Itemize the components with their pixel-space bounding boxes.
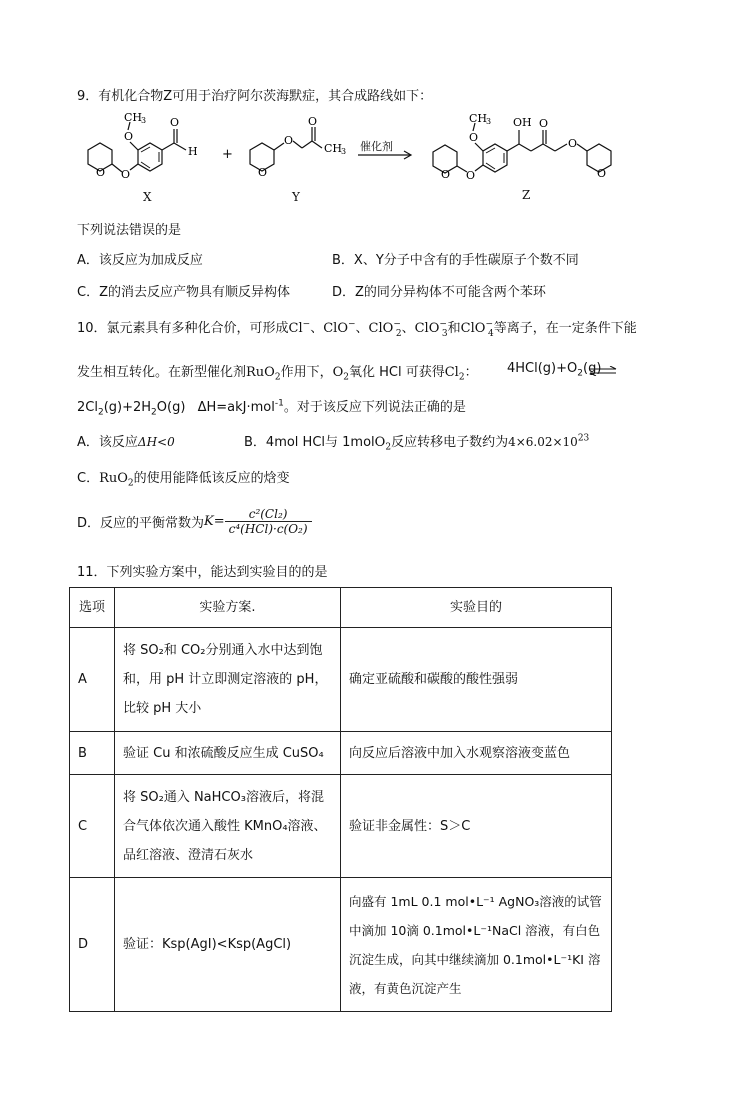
ion-clo4: ClO−$_4$ — [460, 319, 494, 339]
table-row — [70, 628, 612, 732]
row-plan: 将 SO₂和 CO₂分别通入水中达到饱和，用 pH 计立即测定溶液的 pH，比较 pH 大小 — [115, 628, 341, 732]
q9-option-a: A．该反应为加成反应 — [77, 253, 203, 268]
row-plan: 将 SO₂通入 NaHCO₃溶液后，将混合气体依次通入酸性 KMnO₄溶液、品红溶液、澄清石灰水 — [115, 775, 341, 878]
q9-prompt: 下列说法错误的是 — [77, 223, 182, 238]
table-header-row — [70, 588, 612, 628]
ion-cl: Cl− — [288, 319, 311, 336]
q11-stem: 11．下列实验方案中，能达到实验目的的是 — [77, 565, 328, 580]
molecule-x-structure — [70, 112, 220, 202]
header-plan: 实验方案. — [115, 588, 341, 628]
molecule-z — [425, 112, 640, 206]
molecule-z-structure — [425, 112, 640, 202]
svg-text:3: 3 — [486, 117, 492, 126]
header-goal: 实验目的 — [341, 588, 612, 628]
q10-option-c: C．RuO$_2$的使用能降低该反应的焓变 — [77, 471, 290, 489]
equilibrium-arrow — [588, 366, 618, 376]
o2-formula: $O_2$ — [332, 365, 349, 383]
svg-text:O: O — [441, 168, 451, 181]
table-row — [70, 878, 612, 1012]
svg-text:O: O — [124, 130, 134, 143]
svg-text:O: O — [466, 169, 476, 182]
svg-text:O: O — [597, 167, 607, 180]
row-option: B — [70, 732, 115, 775]
row-option: A — [70, 628, 115, 732]
label-x: X — [143, 190, 152, 204]
label-z: Z — [522, 188, 531, 202]
ion-clo2: ClO−$_2$ — [368, 319, 402, 339]
row-option: C — [70, 775, 115, 878]
row-plan: 验证 Cu 和浓硫酸反应生成 CuSO₄ — [115, 732, 341, 775]
cl2-formula: $Cl_2$ — [444, 365, 465, 383]
q10-line1: 10．氯元素具有多种化合价，可形成Cl−、ClO−、ClO−$_2$、ClO−$_3$和ClO−$_4$等离子，在一定条件下能 — [77, 319, 637, 339]
row-option: D — [70, 878, 115, 1012]
ruo2-formula: RuO$_2$ — [246, 365, 281, 383]
label-y: Y — [292, 190, 300, 204]
svg-text:O: O — [568, 137, 578, 150]
molecule-y-structure — [242, 112, 362, 202]
catalyst-label: 催化剂 — [360, 140, 393, 153]
experiment-table — [69, 587, 612, 1012]
q10-option-a: A．该反应ΔH<0 — [77, 435, 175, 450]
svg-text:CH: CH — [469, 112, 488, 125]
svg-text:O: O — [96, 166, 106, 179]
svg-text:O: O — [469, 131, 479, 144]
svg-text:OH: OH — [513, 116, 532, 129]
svg-text:CH: CH — [324, 142, 343, 155]
svg-text:H: H — [188, 145, 198, 158]
svg-text:3: 3 — [141, 116, 147, 125]
row-goal: 向反应后溶液中加入水观察溶液变蓝色 — [341, 732, 612, 775]
svg-text:O: O — [170, 116, 180, 129]
q10-stem-b: 等离子，在一定条件下能 — [493, 321, 637, 336]
q9-option-b: B．X、Y分子中含有的手性碳原子个数不同 — [332, 253, 579, 268]
equilibrium-constant-fraction: $\frac{\text{c²(Cl₂)}}{\text{c⁴(HCl)·c(O₂)}}$ — [225, 507, 312, 536]
ion-clo3: ClO−$_3$ — [414, 319, 448, 339]
q10-line3: $2Cl_2(g)+2H_2O(g)$ ΔH=akJ·mol$^{-1}$。对于该反应下列说法正确的是 — [77, 398, 466, 418]
q10-stem-a: 10．氯元素具有多种化合价，可形成 — [77, 321, 289, 336]
q10-option-b: B．4mol HCl与 1molO$_2$反应转移电子数约为$4\times 6.02\times 10^{23}$ — [244, 433, 590, 453]
svg-text:O: O — [539, 117, 549, 130]
plus-sign: + — [222, 147, 233, 162]
molecule-y — [242, 112, 362, 206]
svg-text:O: O — [308, 115, 318, 128]
equation-left: $4HCl(g)+O_2(g)$ — [507, 361, 602, 379]
row-goal: 验证非金属性：S＞C — [341, 775, 612, 878]
reaction-arrow — [358, 150, 414, 160]
svg-text:O: O — [284, 134, 294, 147]
row-goal: 向盛有 1mL 0.1 mol•L⁻¹ AgNO₃溶液的试管中滴加 10滴 0.1mol•L⁻¹NaCl 溶液，有白色沉淀生成，向其中继续滴加 0.1mol•L⁻¹KI 溶液，有黄色沉淀产生 — [341, 878, 612, 1012]
q10-option-d: D．反应的平衡常数为K= $\frac{\text{c²(Cl₂)}}{\text{c⁴(HCl)·c(O₂)}}$ — [77, 507, 312, 536]
row-goal: 确定亚硫酸和碳酸的酸性强弱 — [341, 628, 612, 732]
row-plan: 验证：Ksp(AgI)<Ksp(AgCl) — [115, 878, 341, 1012]
header-option: 选项 — [70, 588, 115, 628]
delta-h: ΔH=akJ·mol$^{-1}$ — [197, 398, 284, 415]
ion-clo: ClO− — [323, 319, 356, 336]
svg-text:O: O — [258, 166, 268, 179]
table-row — [70, 732, 612, 775]
q10-line2: 发生相互转化。在新型催化剂RuO$_2$作用下，$O_2$氧化 HCl 可获得$Cl_2$： — [77, 365, 478, 383]
q9-option-d: D．Z的同分异构体不可能含两个苯环 — [332, 285, 546, 300]
table-row — [70, 775, 612, 878]
svg-text:CH: CH — [124, 111, 143, 124]
q9-option-c: C．Z的消去反应产物具有顺反异构体 — [77, 285, 290, 300]
svg-text:O: O — [121, 168, 131, 181]
svg-text:3: 3 — [341, 147, 347, 156]
q9-stem: 9．有机化合物Z可用于治疗阿尔茨海默症，其合成路线如下： — [77, 89, 433, 104]
